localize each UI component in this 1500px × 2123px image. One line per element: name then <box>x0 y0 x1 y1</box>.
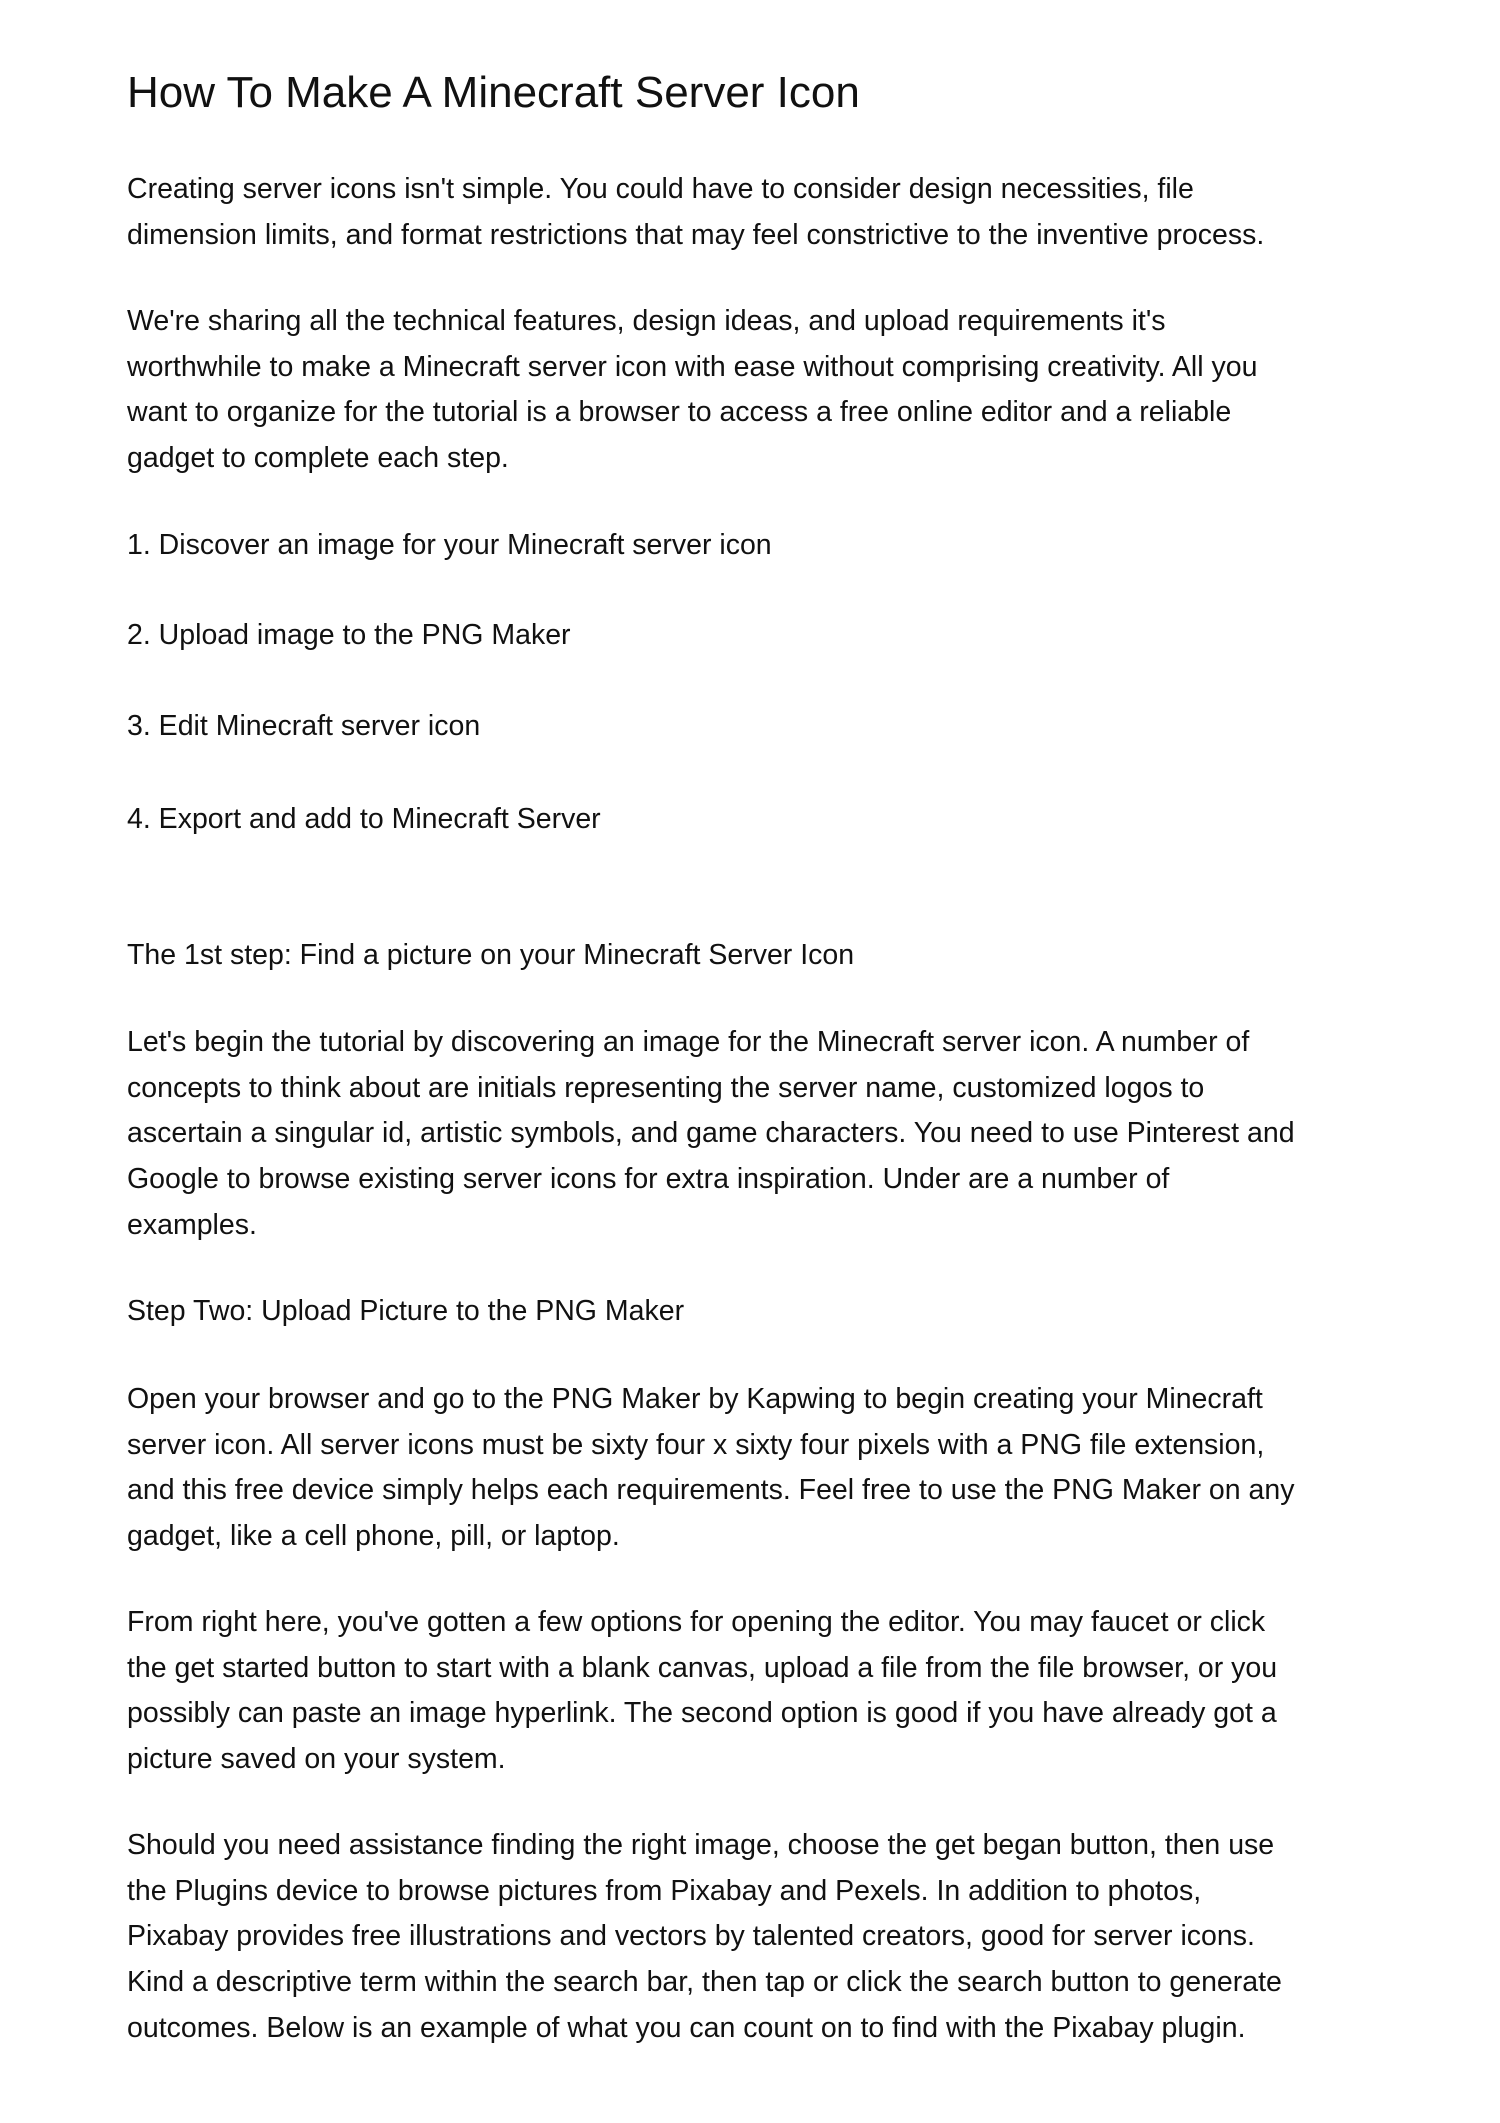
text-line: outcomes. Below is an example of what you can count on to find with the Pixabay plugin. <box>127 2011 1246 2044</box>
text-line: From right here, you've gotten a few options for opening the editor. You may faucet or click <box>127 1606 1266 1638</box>
text-line: Pixabay provides free illustrations and vectors by talented creators, good for server icons. <box>127 1920 1255 1953</box>
text-line: server icon. All server icons must be sixty four x sixty four pixels with a PNG file extension, <box>127 1428 1265 1461</box>
section-2-paragraph-2 <box>127 1600 1387 1783</box>
text-line: Creating server icons isn't simple. You could have to consider design necessities, file <box>127 173 1194 205</box>
text-line: Let's begin the tutorial by discovering an image for the Minecraft server icon. A number of <box>127 1026 1250 1058</box>
page-title: How To Make A Minecraft Server Icon <box>127 68 860 117</box>
intro-paragraph-2 <box>127 299 1387 482</box>
steps-list-item-2: 2. Upload image to the PNG Maker <box>127 619 571 651</box>
text-line: Google to browse existing server icons for extra inspiration. Under are a number of <box>127 1163 1170 1196</box>
text-line: the get started button to start with a blank canvas, upload a file from the file browser, or you <box>127 1651 1278 1684</box>
text-line: Should you need assistance finding the right image, choose the get began button, then use <box>127 1829 1275 1861</box>
text-line: and this free device simply helps each requirements. Feel free to use the PNG Maker on any <box>127 1474 1295 1507</box>
steps-list-item-4: 4. Export and add to Minecraft Server <box>127 803 601 835</box>
text-line: ascertain a singular id, artistic symbols, and game characters. You need to use Pinterest and <box>127 1117 1295 1150</box>
section-1-paragraph <box>127 1020 1387 1249</box>
intro-paragraph-1 <box>127 167 1387 258</box>
steps-list-item-1: 1. Discover an image for your Minecraft server icon <box>127 529 772 561</box>
text-line: gadget to complete each step. <box>127 442 509 475</box>
section-1-heading: The 1st step: Find a picture on your Minecraft Server Icon <box>127 939 855 971</box>
text-line: the Plugins device to browse pictures from Pixabay and Pexels. In addition to photos, <box>127 1874 1202 1907</box>
text-line: want to organize for the tutorial is a browser to access a free online editor and a reliable <box>127 396 1232 429</box>
text-line: Open your browser and go to the PNG Maker by Kapwing to begin creating your Minecraft <box>127 1383 1263 1415</box>
text-line: examples. <box>127 1208 257 1241</box>
text-line: worthwhile to make a Minecraft server icon with ease without comprising creativity. All you <box>127 350 1258 383</box>
steps-list-item-3: 3. Edit Minecraft server icon <box>127 710 481 742</box>
text-line: dimension limits, and format restrictions that may feel constrictive to the inventive process. <box>127 218 1265 251</box>
text-line: Kind a descriptive term within the search bar, then tap or click the search button to generate <box>127 1966 1282 1999</box>
text-line: We're sharing all the technical features, design ideas, and upload requirements it's <box>127 305 1166 337</box>
text-line: possibly can paste an image hyperlink. The second option is good if you have already got a <box>127 1697 1277 1730</box>
section-2-heading: Step Two: Upload Picture to the PNG Maker <box>127 1295 685 1327</box>
section-2-paragraph-3 <box>127 1823 1387 2052</box>
text-line: picture saved on your system. <box>127 1743 506 1776</box>
text-line: gadget, like a cell phone, pill, or laptop. <box>127 1520 620 1553</box>
section-2-paragraph-1 <box>127 1377 1387 1560</box>
text-line: concepts to think about are initials representing the server name, customized logos to <box>127 1071 1205 1104</box>
